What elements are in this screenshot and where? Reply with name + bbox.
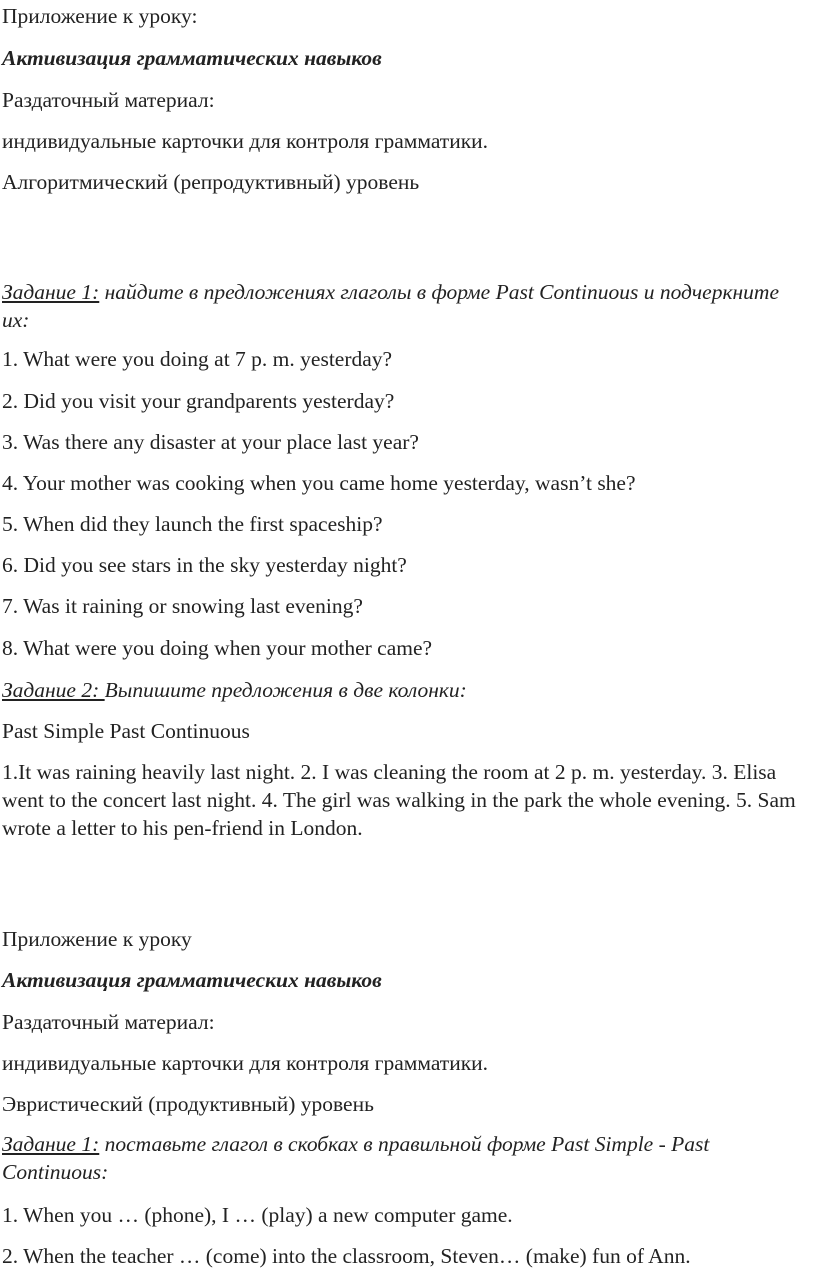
list-item: 5. When did they launch the first spaceship? [2,512,383,536]
task1-label-2: Задание 1: [2,1132,100,1156]
level-text: Алгоритмический (репродуктивный) уровень [2,170,420,194]
material-label: Раздаточный материал: [2,88,215,112]
appendix-heading-2: Приложение к уроку [2,927,192,951]
list-item: 2. When the teacher … (come) into the classroom, Steven… (make) fun of Ann. [2,1244,691,1268]
task1-text: найдите в предложениях глаголы в форме Past Continuous и подчеркните их: [2,280,780,332]
material-text-2: индивидуальные карточки для контроля грамматики. [2,1051,489,1075]
task1-label: Задание 1: [2,280,100,304]
task2-paragraph: 1.It was raining heavily last night. 2. I was cleaning the room at 2 p. m. yesterday. 3. Elisa went to the concert last night. 4. The girl was walking in the park the whole evening. 5. Sam wrote a letter to his pen-friend in London. [2,760,796,840]
task1-text-2: поставьте глагол в скобках в правильной форме Past Simple - Past Continuous: [2,1132,710,1184]
task2-label: Задание 2: [2,678,105,702]
task1-instruction [2,278,810,334]
list-item: 3. Was there any disaster at your place last year? [2,430,419,454]
level-text-2: Эвристический (продуктивный) уровень [2,1092,374,1116]
topic-title: Активизация грамматических навыков [2,46,382,70]
appendix-heading: Приложение к уроку: [2,4,198,28]
task2-text: Выпишите предложения в две колонки: [104,678,467,702]
topic-title-2: Активизация грамматических навыков [2,968,382,992]
task2-columns: Past Simple Past Continuous [2,719,250,743]
material-label-2: Раздаточный материал: [2,1010,215,1034]
list-item: 2. Did you visit your grandparents yesterday? [2,389,395,413]
list-item: 8. What were you doing when your mother came? [2,636,433,660]
list-item: 1. What were you doing at 7 p. m. yesterday? [2,347,393,371]
material-text: индивидуальные карточки для контроля грамматики. [2,129,489,153]
list-item: 6. Did you see stars in the sky yesterday night? [2,553,407,577]
list-item: 7. Was it raining or snowing last evening? [2,594,363,618]
list-item: 4. Your mother was cooking when you came home yesterday, wasn’t she? [2,471,636,495]
list-item: 1. When you … (phone), I … (play) a new computer game. [2,1203,513,1227]
task2-instruction [2,676,467,704]
task1-instruction-2 [2,1130,810,1186]
